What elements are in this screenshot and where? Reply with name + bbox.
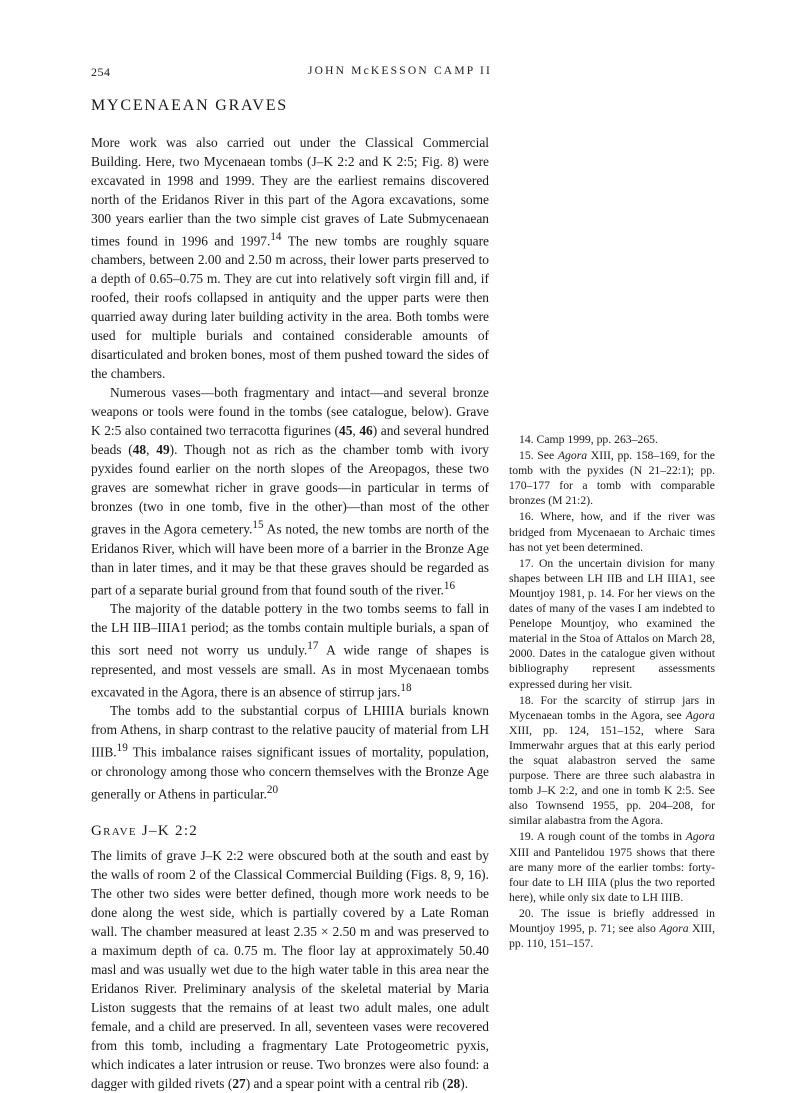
footnote-ref-19: 19: [116, 742, 128, 755]
section-title: MYCENAEAN GRAVES: [91, 97, 288, 114]
footnote-20: 20. The issue is briefly addressed in Mountjoy 1995, p. 71; see also Agora XIII, pp. 110, 151–157.: [509, 906, 715, 951]
paragraph-3: The majority of the datable pottery in the two tombs seems to fall in the LH IIB–IIIA1 period; as the tombs contain multiple burials, a span of this sort need not worry us unduly.$^{17}$ A wide range of shapes is represented, and most vessels are small. As in most Mycenaean tombs excavated in the Agora, there is an absence of stirrup jars.$^{18}$: [91, 601, 489, 700]
footnote-18: 18. For the scarcity of stirrup jars in Mycenaean tombs in the Agora, see Agora XIII, pp. 124, 151–152, where Sara Immerwahr argues that at this early period the squat alabastron served the same purpose. There are three such alabastra in tomb J–K 2:2, and one in tomb K 2:5. See also Townsend 1955, pp. 204–208, for similar alabastra from the Agora.: [509, 693, 715, 828]
footnotes-column: [509, 432, 715, 952]
footnote-17: 17. On the uncertain division for many shapes between LH IIB and LH IIIA1, see Mountjoy 1981, p. 14. For her views on the dates of many of the vases I am indebted to Penelope Mountjoy, who examined the material in the Stoa of Attalos on March 28, 2000. Dates in the catalogue given without bibliography represent assessments expressed during her visit.: [509, 556, 715, 691]
running-head: JOHN McKESSON CAMP II: [307, 65, 493, 77]
paragraph-2: Numerous vases—both fragmentary and intact—and several bronze weapons or tools were found in the tombs (see catalogue, below). Grave K 2:5 also contained two terracotta figurines (45, 46) and several hundred beads (48, 49). Though not as rich as the chamber tomb with ivory pyxides found earlier on the north slopes of the Areopagos, these two graves are somewhat richer in grave goods—in particular in terms of bronzes (two in one tomb, five in the other)—than most of the other graves in the Agora cemetery.$^{15}$ As noted, the new tombs are north of the Eridanos River, which will have been more of a barrier in the Bronze Age than in later times, and it may be that these graves should be regarded as part of a separate burial ground from that found south of the river.$^{16}$: [91, 385, 490, 598]
paragraph-4: The tombs add to the substantial corpus of LHIIIA burials known from Athens, in sharp contrast to the relative paucity of material from LH IIIB.$^{19}$ This imbalance raises significant issues of mortality, population, or chronology among those who concern themselves with the Bronze Age generally or Athens in particular.$^{20}$: [91, 703, 489, 802]
catalogue-ref: 27: [232, 1076, 246, 1092]
paragraph-1: More work was also carried out under the Classical Commercial Building. Here, two Mycenaean tombs (J–K 2:2 and K 2:5; Fig. 8) were excavated in 1998 and 1999. They are the earliest remains discovered north of the Eridanos River in this part of the Agora excavations, some 300 years earlier than the two simple cist graves of Late Submycenaean times found in 1996 and 1997.14 The new tombs are roughly square chambers, between 2.00 and 2.50 m across, their lower parts preserved to a depth of 0.65–0.75 m. They are cut into relatively soft virgin fill and, if roofed, their roofs collapsed in antiquity and the upper parts were then quarried away during later building activity in the area. Both tombs were used for multiple burials and contained considerable amounts of disarticulated and broken bones, most of them pushed toward the sides of the chambers.: [91, 135, 489, 382]
catalogue-ref: 45: [339, 423, 353, 439]
subsection-heading: Grave J–K 2:2: [91, 823, 199, 840]
footnote-ref-16: 16: [443, 579, 456, 592]
footnote-19: 19. A rough count of the tombs in Agora XIII and Pantelidou 1975 shows that there are many more of the earlier tombs: forty-four date to LH IIIA (plus the two reported here), while only six date to LH IIIB.: [509, 830, 715, 904]
catalogue-ref: 46: [359, 423, 373, 439]
paragraph-5: The limits of grave J–K 2:2 were obscured both at the south and east by the walls of room 2 of the Classical Commercial Building (Figs. 8, 9, 16). The other two sides were better defined, though more work needs to be done along the west side, which is partially covered by a Late Roman wall. The chamber measured at least 2.35 × 2.50 m and was preserved to a maximum depth of ca. 0.75 m. The floor lay at approximately 50.40 masl and was usually wet due to the high water table in this area near the Eridanos River. Preliminary analysis of the skeletal material by Maria Liston suggests that the remains of at least two adult males, one adult female, and a child are preserved. In all, seventeen vases were recovered from this tomb, including a fragmentary Late Protogeometric pyxis, which indicates a later intrusion or reuse. Two bronzes were also found: a dagger with gilded rivets (27) and a spear point with a central rib (28).: [91, 848, 489, 1092]
catalogue-ref: 28: [446, 1076, 461, 1092]
footnote-ref-18: 18: [400, 681, 412, 694]
catalogue-ref: 49: [156, 442, 170, 458]
footnote-ref-14: 14: [270, 231, 282, 243]
footnote-ref-15: 15: [252, 519, 264, 532]
page-number: 254: [91, 65, 111, 79]
footnote-15: 15. See Agora XIII, pp. 158–169, for the tomb with the pyxides (N 21–22:1); pp. 170–177 for a tomb with comparable bronzes (M 21:2).: [509, 449, 715, 508]
footnote-ref-17: 17: [307, 640, 319, 653]
footnote-14: 14. Camp 1999, pp. 263–265.: [519, 433, 658, 446]
main-text-column: [91, 133, 489, 1093]
footnote-16: 16. Where, how, and if the river was bridged from Mycenaean to Archaic times has not yet been determined.: [509, 510, 715, 554]
catalogue-ref: 48: [132, 442, 147, 458]
footnote-ref-20: 20: [266, 783, 279, 796]
